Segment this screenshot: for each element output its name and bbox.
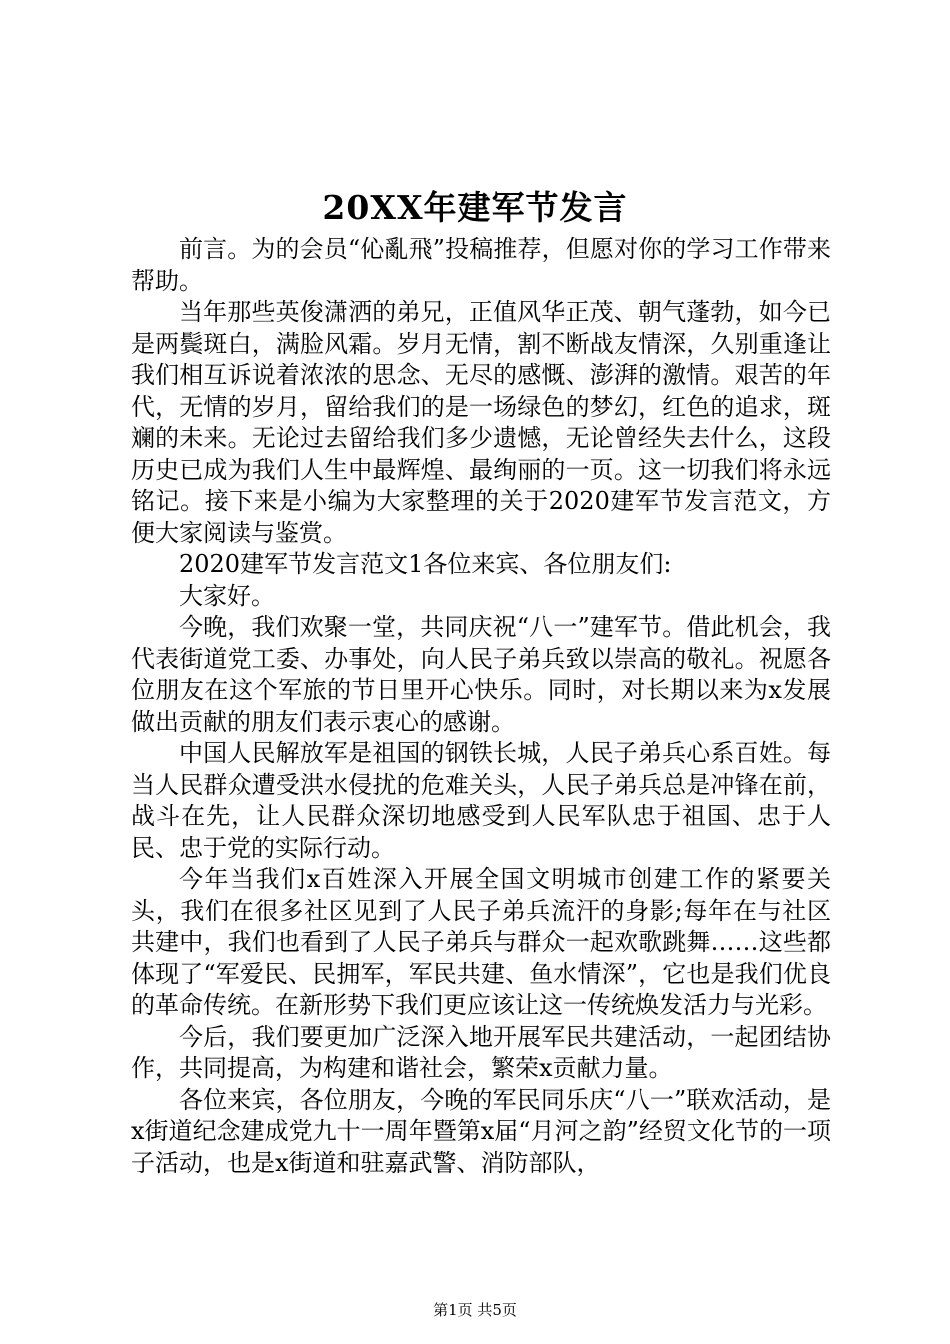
paragraph-event: 各位来宾，各位朋友，今晚的军民同乐庆“八一”联欢活动，是x街道纪念建成党九十一周年暨第x届“月河之韵”经贸文化节的一项子活动，也是x街道和驻嘉武警、消防部队， <box>131 1085 831 1177</box>
paragraph-speech-heading: 2020建军节发言范文1各位来宾、各位朋友们: <box>179 550 672 578</box>
paragraph-greeting: 大家好。 <box>179 581 275 610</box>
paragraph-preface: 前言。为的会员“伈亂飛”投稿推荐，但愿对你的学习工作带来帮助。 <box>131 235 831 295</box>
paragraph-future: 今后，我们要更加广泛深入地开展军民共建活动，一起团结协作，共同提高，为构建和谐社会，繁荣x贡献力量。 <box>131 1022 831 1082</box>
page-footer: 第1页 共5页 <box>433 1301 517 1319</box>
document-title: 20XX年建军节发言 <box>322 188 628 227</box>
paragraph-pla: 中国人民解放军是祖国的钢铁长城，人民子弟兵心系百姓。每当人民群众遭受洪水侵扰的危难关头，人民子弟兵总是冲锋在前，战斗在先，让人民群众深切地感受到人民军队忠于祖国、忠于人民、忠于党的实际行动。 <box>131 739 831 862</box>
paragraph-civilized-city: 今年当我们x百姓深入开展全国文明城市创建工作的紧要关头，我们在很多社区见到了人民子弟兵流汗的身影;每年在与社区共建中，我们也看到了人民子弟兵与群众一起欢歌跳舞……这些都体现了“军爱民、民拥军，军民共建、鱼水情深”，它也是我们优良的革命传统。在新形势下我们更应该让这一传统焕发活力与光彩。 <box>131 865 831 1019</box>
paragraph-intro: 当年那些英俊潇洒的弟兄，正值风华正茂、朝气蓬勃，如今已是两鬓斑白，满脸风霜。岁月无情，割不断战友情深，久别重逢让我们相互诉说着浓浓的思念、无尽的感慨、澎湃的激情。艰苦的年代，无情的岁月，留给我们的是一场绿色的梦幻，红色的追求，斑斓的未来。无论过去留给我们多少遗憾，无论曾经失去什么，这段历史已成为我们人生中最辉煌、最绚丽的一页。这一切我们将永远铭记。接下来是小编为大家整理的关于2020建军节发言范文，方便大家阅读与鉴赏。 <box>131 298 831 547</box>
document-body <box>131 234 831 1179</box>
paragraph-celebration: 今晚，我们欢聚一堂，共同庆祝“八一”建军节。借此机会，我代表街道党工委、办事处，向人民子弟兵致以崇高的敬礼。祝愿各位朋友在这个军旅的节日里开心快乐。同时，对长期以来为x发展做出贡献的朋友们表示衷心的感谢。 <box>131 613 831 736</box>
